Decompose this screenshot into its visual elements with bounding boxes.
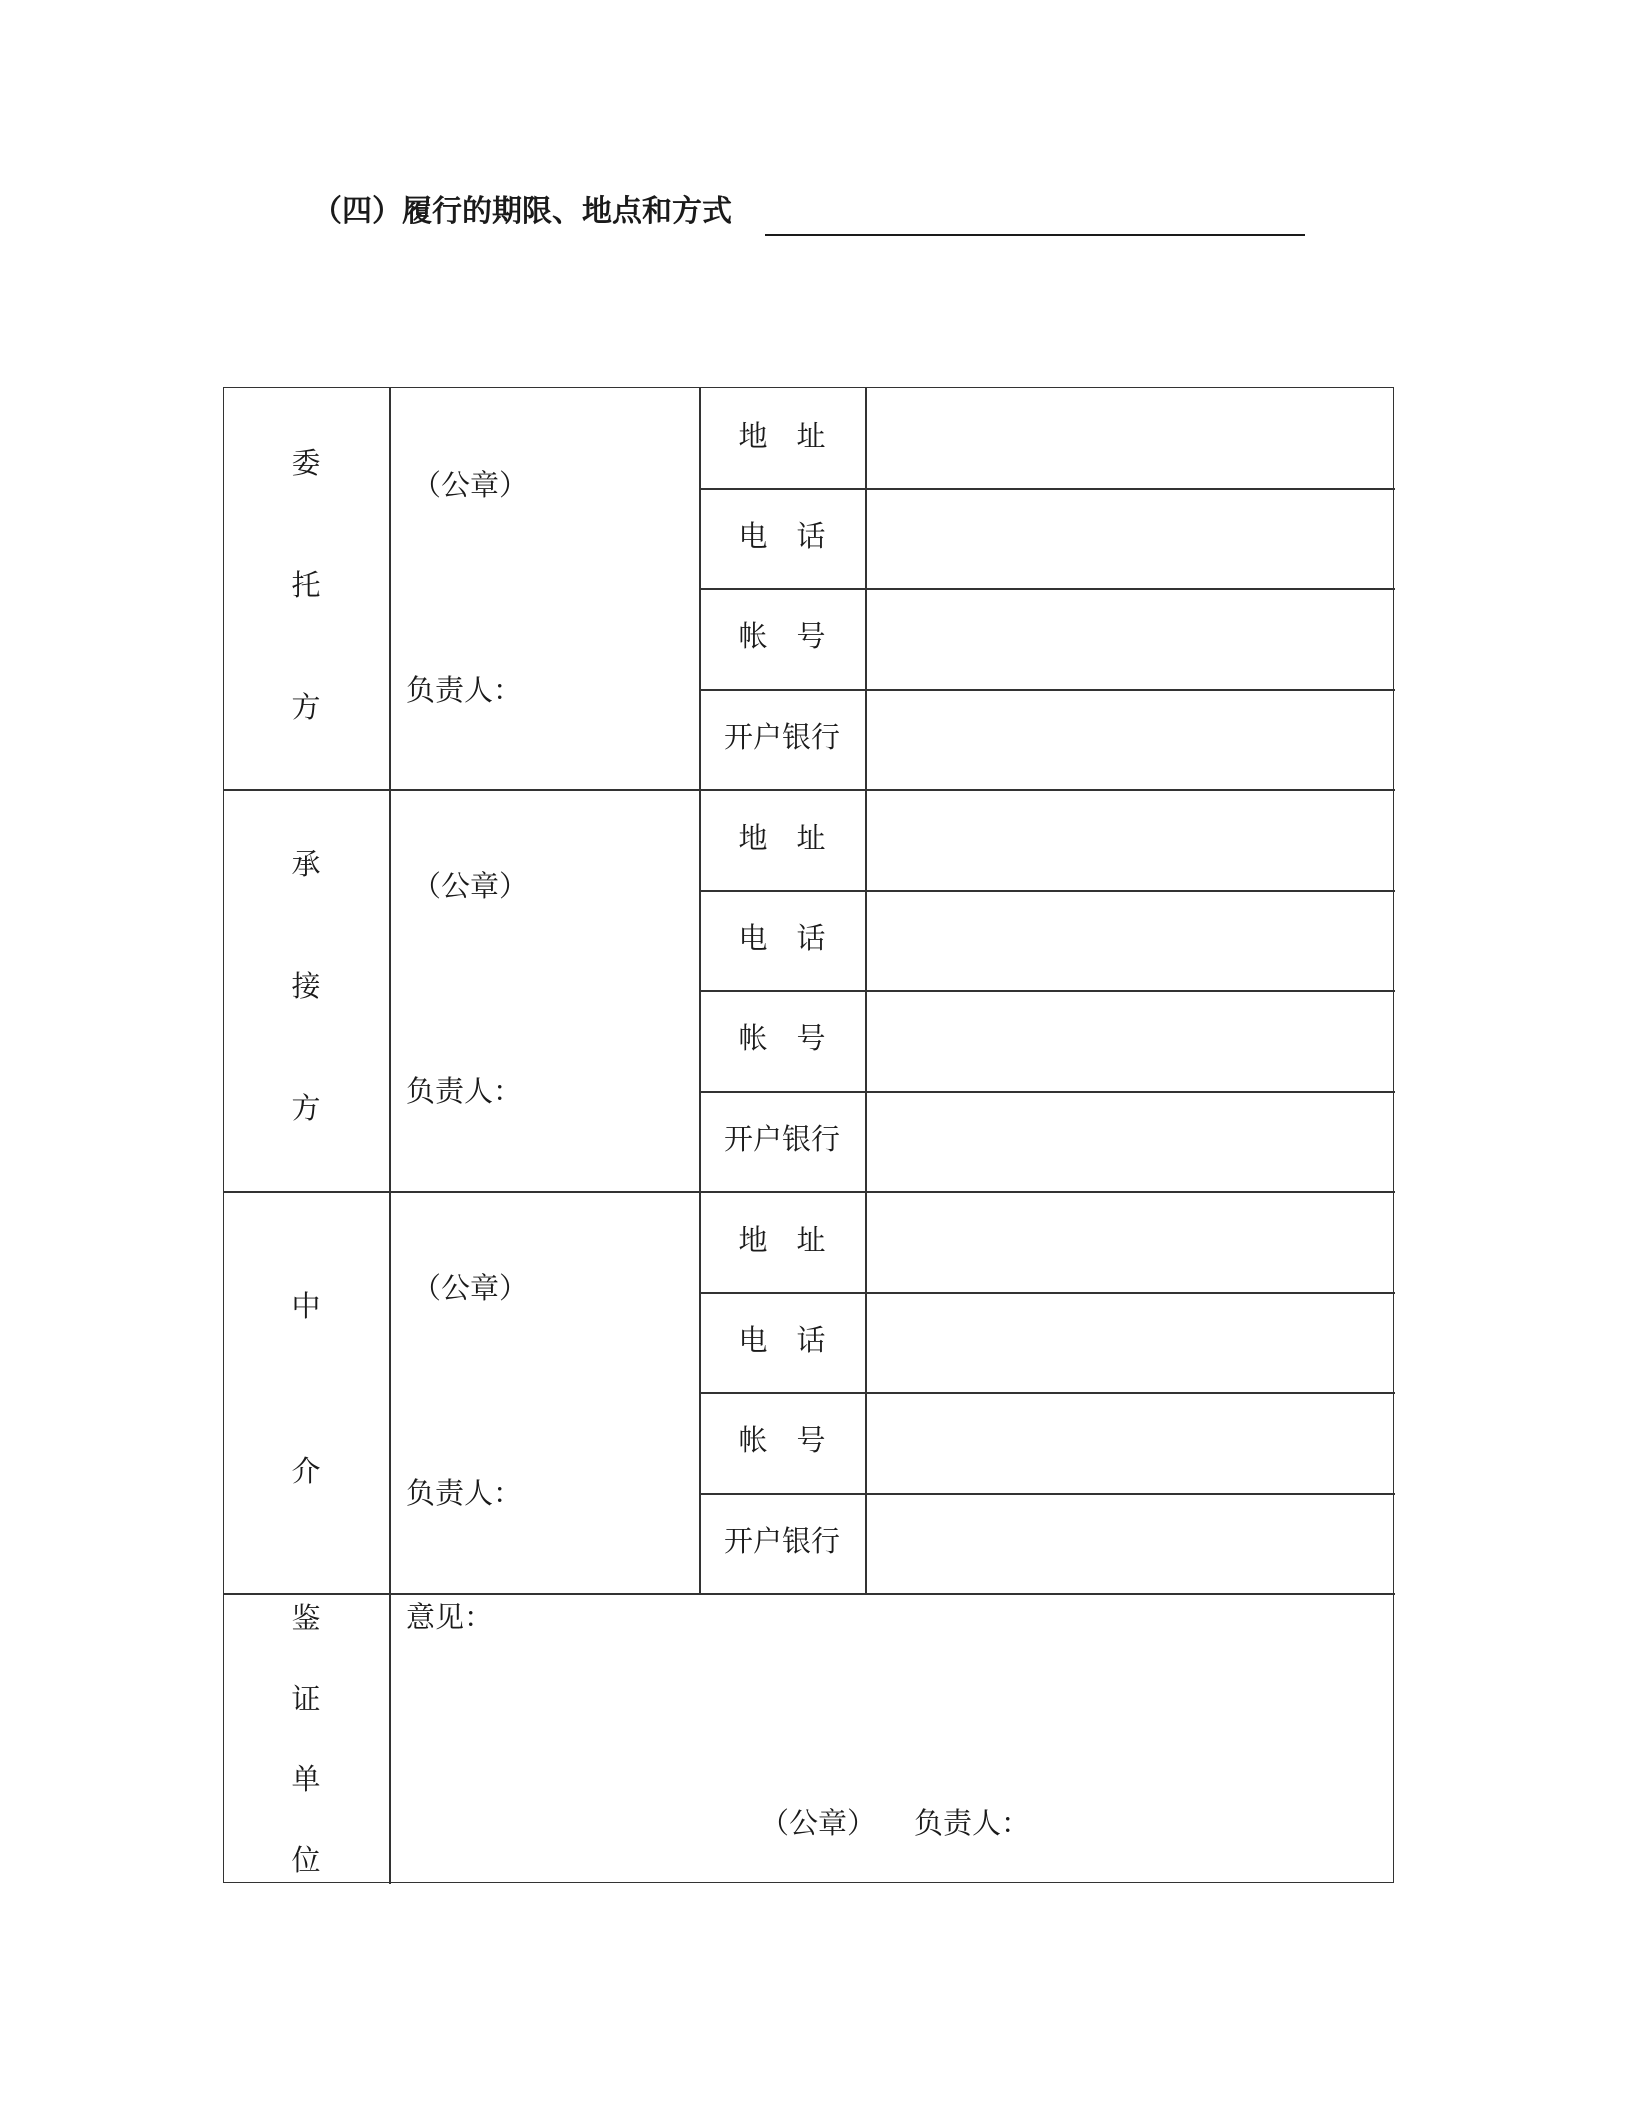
responsible-person-label: 负责人： xyxy=(406,1476,523,1510)
phone-field[interactable] xyxy=(867,489,1395,588)
heading-fill-line[interactable] xyxy=(765,234,1305,236)
party-name-char: 方 xyxy=(291,1091,321,1125)
address-label: 地 址 xyxy=(738,821,826,855)
party-name-char: 委 xyxy=(291,446,321,480)
account-label: 帐 号 xyxy=(738,619,826,653)
bank-label: 开户银行 xyxy=(723,1524,840,1558)
account-field[interactable] xyxy=(867,1393,1395,1493)
responsible-person-label: 负责人： xyxy=(406,1074,523,1108)
seal-label: （公章） xyxy=(412,869,529,903)
verify-name-char: 位 xyxy=(291,1843,321,1877)
responsible-person-label: 负责人： xyxy=(406,673,523,707)
verify-name-char: 单 xyxy=(291,1762,321,1796)
seal-label: （公章） xyxy=(760,1806,877,1840)
party-name-char: 中 xyxy=(291,1289,321,1323)
account-field[interactable] xyxy=(867,589,1395,689)
opinion-label: 意见： xyxy=(406,1600,494,1634)
phone-field[interactable] xyxy=(867,1293,1395,1392)
address-field[interactable] xyxy=(867,791,1395,890)
phone-field[interactable] xyxy=(867,891,1395,990)
address-field[interactable] xyxy=(867,1193,1395,1292)
bank-field[interactable] xyxy=(867,690,1395,789)
section-heading: （四）履行的期限、地点和方式 xyxy=(312,194,732,229)
bank-field[interactable] xyxy=(867,1092,1395,1191)
contract-signature-table xyxy=(223,387,1394,1883)
phone-label: 电 话 xyxy=(738,519,826,553)
phone-label: 电 话 xyxy=(738,1323,826,1357)
opinion-field[interactable] xyxy=(391,1638,1395,1788)
party-name-char: 介 xyxy=(291,1454,321,1488)
party-name-char: 方 xyxy=(291,690,321,724)
phone-label: 电 话 xyxy=(738,921,826,955)
verify-name-char: 证 xyxy=(291,1682,321,1716)
address-field[interactable] xyxy=(867,388,1395,488)
address-label: 地 址 xyxy=(738,419,826,453)
seal-label: （公章） xyxy=(412,468,529,502)
account-label: 帐 号 xyxy=(738,1423,826,1457)
party-name-char: 接 xyxy=(291,969,321,1003)
bank-field[interactable] xyxy=(867,1494,1395,1593)
verify-name-char: 鉴 xyxy=(291,1601,321,1635)
bank-label: 开户银行 xyxy=(723,720,840,754)
account-label: 帐 号 xyxy=(738,1021,826,1055)
address-label: 地 址 xyxy=(738,1223,826,1257)
party-name-char: 承 xyxy=(291,847,321,881)
responsible-person-label: 负责人： xyxy=(914,1806,1031,1840)
row-divider xyxy=(224,1593,1395,1595)
account-field[interactable] xyxy=(867,991,1395,1091)
party-name-char: 托 xyxy=(291,568,321,602)
seal-label: （公章） xyxy=(412,1271,529,1305)
bank-label: 开户银行 xyxy=(723,1122,840,1156)
